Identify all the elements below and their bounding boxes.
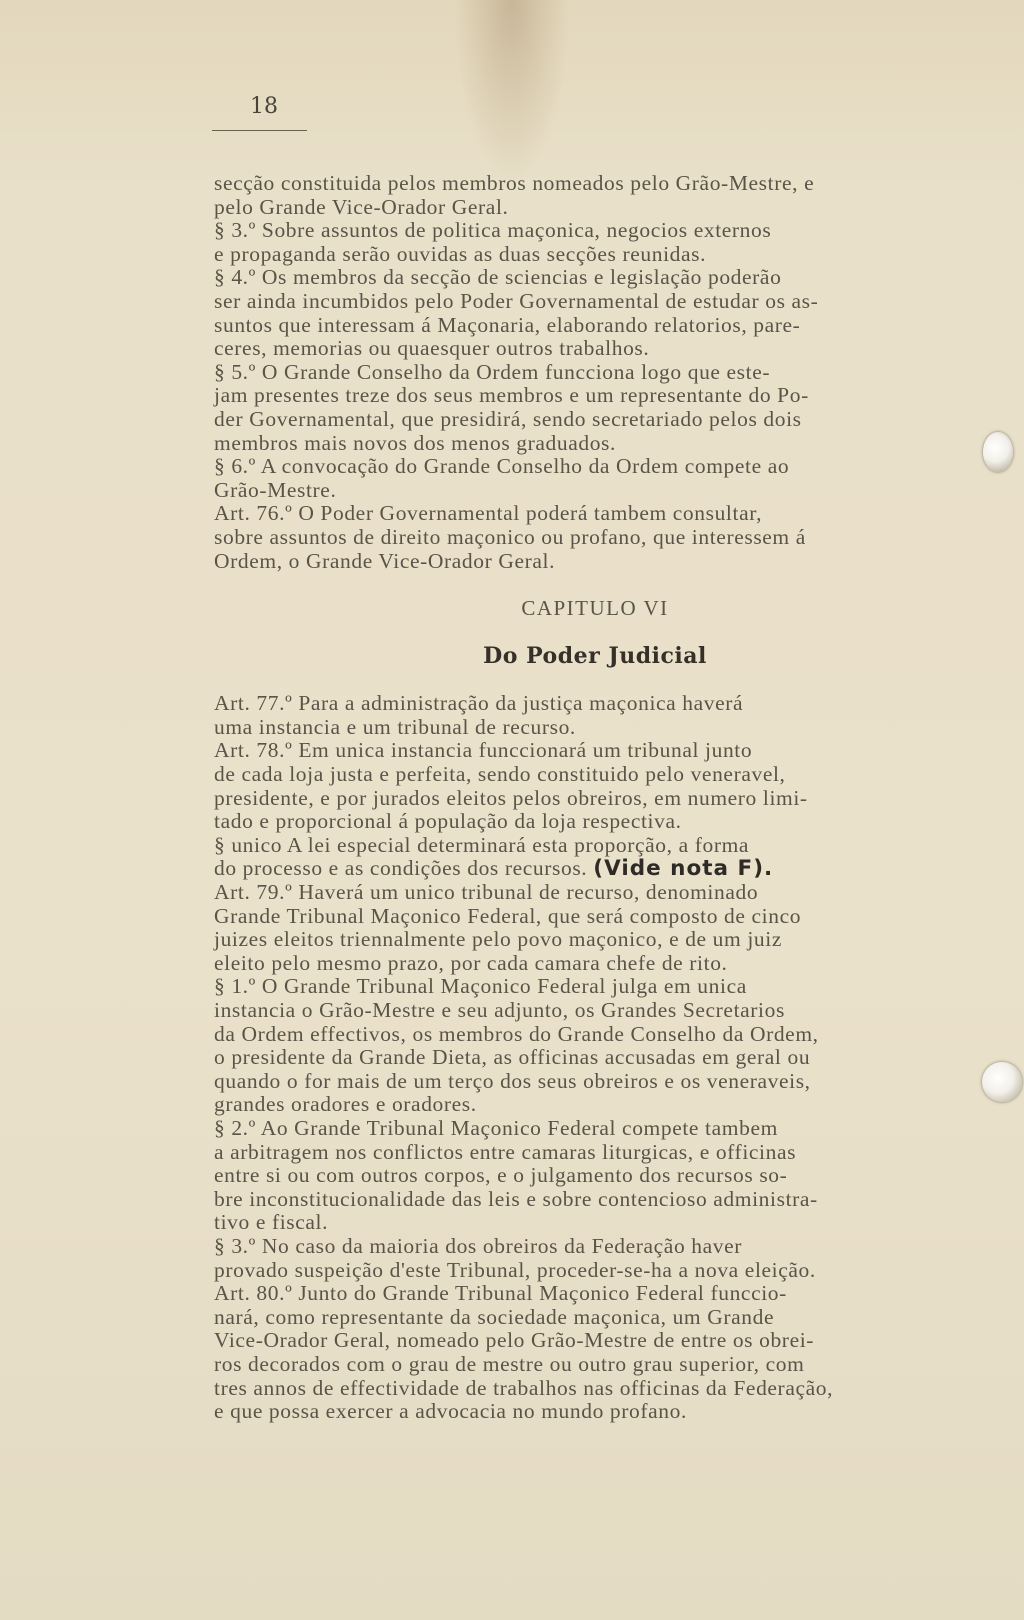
text-line: eleito pelo mesmo prazo, por cada camara chefe de rito. bbox=[214, 950, 728, 975]
text-block-1 bbox=[214, 172, 936, 573]
text-line: Grande Tribunal Maçonico Federal, que será composto de cinco bbox=[214, 903, 802, 928]
text-line: der Governamental, que presidirá, sendo secretariado pelos dois bbox=[214, 406, 802, 431]
text-line: tres annos de effectividade de trabalhos nas officinas da Federação, bbox=[214, 1375, 834, 1400]
text-line: suntos que interessam á Maçonaria, elaborando relatorios, pare- bbox=[214, 312, 801, 337]
text-line: sobre assuntos de direito maçonico ou profano, que interessem á bbox=[214, 524, 806, 549]
text-line: quando o for mais de um terço dos seus obreiros e os veneraveis, bbox=[214, 1068, 811, 1093]
text-line: § 3.º No caso da maioria dos obreiros da Federação haver bbox=[214, 1233, 743, 1258]
text-line: grandes oradores e oradores. bbox=[214, 1092, 477, 1117]
text-line: entre si ou com outros corpos, e o julgamento dos recursos so- bbox=[214, 1163, 788, 1188]
text-line: e propaganda serão ouvidas as duas secções reunidas. bbox=[214, 241, 707, 266]
text-line: § 4.º Os membros da secção de sciencias e legislação poderão bbox=[214, 265, 782, 290]
text-line: tivo e fiscal. bbox=[214, 1210, 329, 1235]
text-line: § 3.º Sobre assuntos de politica maçonica, negocios externos bbox=[214, 218, 772, 243]
text-line: de cada loja justa e perfeita, sendo constituido pelo veneravel, bbox=[214, 762, 786, 787]
binding-hole bbox=[983, 432, 1013, 472]
text-line: Art. 79.º Haverá um unico tribunal de recurso, denominado bbox=[214, 880, 759, 905]
note-line-text: do processo e as condições dos recursos. bbox=[214, 856, 588, 881]
text-line: ros decorados com o grau de mestre ou outro grau superior, com bbox=[214, 1351, 805, 1376]
text-line: juizes eleitos triennalmente pelo povo maçonico, e de um juiz bbox=[214, 927, 782, 952]
text-line: ser ainda incumbidos pelo Poder Governamental de estudar os as- bbox=[214, 288, 819, 313]
text-line: provado suspeição d'este Tribunal, proceder-se-ha a nova eleição. bbox=[214, 1257, 816, 1282]
vide-note: (Vide nota F). bbox=[593, 856, 774, 882]
text-line: Grão-Mestre. bbox=[214, 477, 337, 502]
text-line: Ordem, o Grande Vice-Orador Geral. bbox=[214, 548, 556, 573]
text-line: § 6.º A convocação do Grande Conselho da Ordem compete ao bbox=[214, 454, 790, 479]
binding-hole bbox=[982, 1062, 1022, 1102]
text-line: Art. 78.º Em unica instancia funccionará um tribunal junto bbox=[214, 738, 753, 763]
text-line: secção constituida pelos membros nomeados pelo Grão-Mestre, e bbox=[214, 171, 815, 195]
text-line bbox=[214, 857, 936, 881]
text-line: o presidente da Grande Dieta, as officinas accusadas em geral ou bbox=[214, 1045, 811, 1070]
text-line: § unico A lei especial determinará esta proporção, a forma bbox=[214, 832, 750, 857]
header-rule bbox=[212, 130, 307, 131]
text-line: presidente, e por jurados eleitos pelos obreiros, em numero limi- bbox=[214, 785, 808, 810]
text-line: membros mais novos dos menos graduados. bbox=[214, 430, 617, 455]
chapter-title: CAPITULO VI bbox=[521, 596, 669, 621]
text-line: ceres, memorias ou quaesquer outros trabalhos. bbox=[214, 336, 650, 361]
text-line: uma instancia e um tribunal de recurso. bbox=[214, 714, 576, 739]
text-line: a arbitragem nos conflictos entre camaras liturgicas, e officinas bbox=[214, 1139, 797, 1164]
text-line: jam presentes treze dos seus membros e um representante do Po- bbox=[214, 383, 809, 408]
text-line: Art. 80.º Junto do Grande Tribunal Maçonico Federal funccio- bbox=[214, 1281, 787, 1306]
text-line: § 5.º O Grande Conselho da Ordem funcciona logo que este- bbox=[214, 359, 771, 384]
text-line: Vice-Orador Geral, nomeado pelo Grão-Mestre de entre os obrei- bbox=[214, 1328, 815, 1353]
text-line: pelo Grande Vice-Orador Geral. bbox=[214, 194, 509, 219]
text-block-3 bbox=[214, 881, 936, 1424]
text-line: § 2.º Ao Grande Tribunal Maçonico Federal compete tambem bbox=[214, 1115, 778, 1140]
text-line: § 1.º O Grande Tribunal Maçonico Federal julga em unica bbox=[214, 974, 747, 999]
text-line: Art. 77.º Para a administração da justiça maçonica haverá bbox=[214, 691, 744, 716]
text-line: da Ordem effectivos, os membros do Grande Conselho da Ordem, bbox=[214, 1021, 819, 1046]
text-line: tado e proporcional á população da loja respectiva. bbox=[214, 809, 682, 834]
text-line: instancia o Grão-Mestre e seu adjunto, os Grandes Secretarios bbox=[214, 998, 785, 1022]
section-heading: Do Poder Judicial bbox=[483, 642, 707, 669]
body-text bbox=[214, 172, 936, 1424]
text-block-2 bbox=[214, 692, 936, 857]
page-number: 18 bbox=[250, 94, 278, 119]
text-line: e que possa exercer a advocacia no mundo profano. bbox=[214, 1399, 687, 1424]
text-line: bre inconstitucionalidade das leis e sobre contencioso administra- bbox=[214, 1186, 818, 1211]
text-line: Art. 76.º O Poder Governamental poderá tambem consultar, bbox=[214, 501, 763, 526]
text-line: nará, como representante da sociedade maçonica, um Grande bbox=[214, 1304, 775, 1329]
